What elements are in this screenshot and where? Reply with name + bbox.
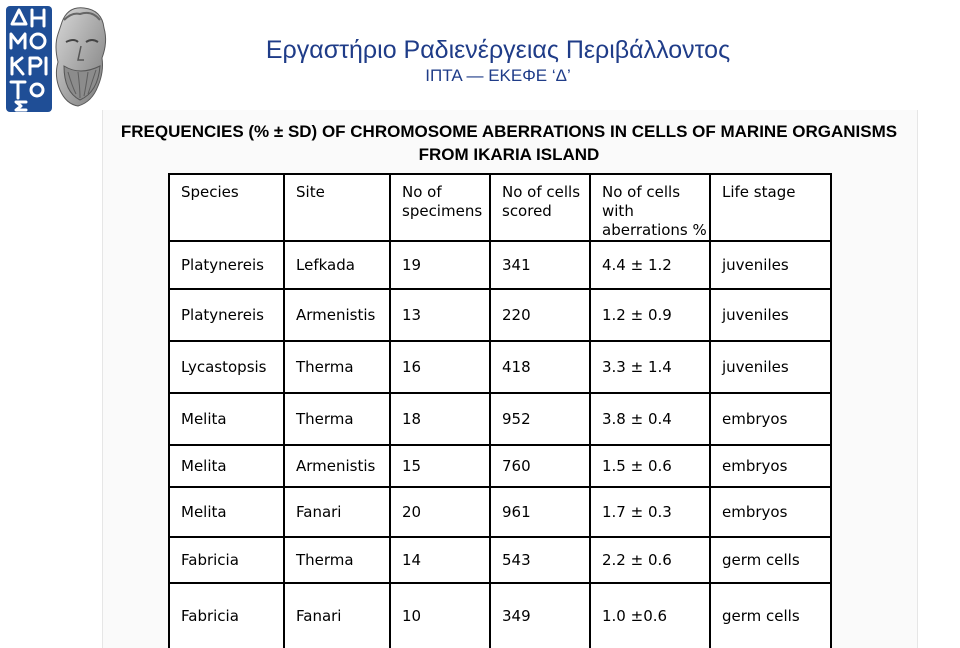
cell-specimens: 10 (390, 583, 490, 648)
cell-aberrations: 1.5 ± 0.6 (590, 445, 710, 487)
table-row (169, 487, 831, 537)
table-row (169, 445, 831, 487)
table-row (169, 241, 831, 289)
cell-life-stage: embryos (710, 445, 831, 487)
cell-site: Lefkada (284, 241, 390, 289)
table-title: FREQUENCIES (% ± SD) OF CHROMOSOME ABERRATIONS IN CELLS OF MARINE ORGANISMS FROM IKARIA ISLAND (120, 122, 898, 164)
cell-aberrations: 2.2 ± 0.6 (590, 537, 710, 583)
cell-site: Therma (284, 537, 390, 583)
cell-cells-scored: 760 (490, 445, 590, 487)
header-life-stage: Life stage (710, 174, 831, 241)
cell-aberrations: 3.3 ± 1.4 (590, 341, 710, 393)
cell-life-stage: juveniles (710, 241, 831, 289)
header-specimens: No of specimens (390, 174, 490, 241)
lab-title: Εργαστήριο Ραδιενέργειας Περιβάλλοντος (265, 36, 731, 64)
header-aberrations: No of cells with aberrations % (590, 174, 710, 241)
table-row (169, 393, 831, 445)
cell-specimens: 18 (390, 393, 490, 445)
bust-portrait-icon (48, 2, 114, 112)
cell-aberrations: 4.4 ± 1.2 (590, 241, 710, 289)
democritus-logo (0, 0, 118, 116)
cell-site: Fanari (284, 487, 390, 537)
cell-cells-scored: 220 (490, 289, 590, 341)
cell-cells-scored: 349 (490, 583, 590, 648)
aberrations-table (168, 173, 832, 648)
cell-specimens: 16 (390, 341, 490, 393)
table-row (169, 583, 831, 648)
cell-site: Fanari (284, 583, 390, 648)
cell-species: Melita (169, 487, 284, 537)
cell-aberrations: 1.0 ±0.6 (590, 583, 710, 648)
table-row (169, 341, 831, 393)
cell-life-stage: juveniles (710, 341, 831, 393)
cell-life-stage: juveniles (710, 289, 831, 341)
cell-species: Melita (169, 393, 284, 445)
cell-aberrations: 1.7 ± 0.3 (590, 487, 710, 537)
cell-site: Armenistis (284, 289, 390, 341)
cell-site: Armenistis (284, 445, 390, 487)
cell-cells-scored: 952 (490, 393, 590, 445)
cell-site: Therma (284, 393, 390, 445)
cell-life-stage: embryos (710, 393, 831, 445)
header-species: Species (169, 174, 284, 241)
table-header-row (169, 174, 831, 241)
cell-aberrations: 3.8 ± 0.4 (590, 393, 710, 445)
cell-species: Lycastopsis (169, 341, 284, 393)
cell-species: Fabricia (169, 537, 284, 583)
cell-aberrations: 1.2 ± 0.9 (590, 289, 710, 341)
logo-letters-icon (6, 6, 52, 112)
cell-species: Platynereis (169, 241, 284, 289)
cell-cells-scored: 418 (490, 341, 590, 393)
cell-specimens: 13 (390, 289, 490, 341)
header-site: Site (284, 174, 390, 241)
institute-subtitle: ΙΠΤΑ — ΕΚΕΦΕ ‘Δ’ (425, 66, 571, 85)
cell-species: Melita (169, 445, 284, 487)
cell-species: Fabricia (169, 583, 284, 648)
cell-specimens: 20 (390, 487, 490, 537)
cell-cells-scored: 341 (490, 241, 590, 289)
cell-life-stage: embryos (710, 487, 831, 537)
table-row (169, 537, 831, 583)
cell-specimens: 19 (390, 241, 490, 289)
cell-specimens: 14 (390, 537, 490, 583)
cell-site: Therma (284, 341, 390, 393)
cell-specimens: 15 (390, 445, 490, 487)
table-row (169, 289, 831, 341)
cell-life-stage: germ cells (710, 537, 831, 583)
cell-cells-scored: 543 (490, 537, 590, 583)
header-cells-scored: No of cells scored (490, 174, 590, 241)
cell-cells-scored: 961 (490, 487, 590, 537)
cell-life-stage: germ cells (710, 583, 831, 648)
cell-species: Platynereis (169, 289, 284, 341)
